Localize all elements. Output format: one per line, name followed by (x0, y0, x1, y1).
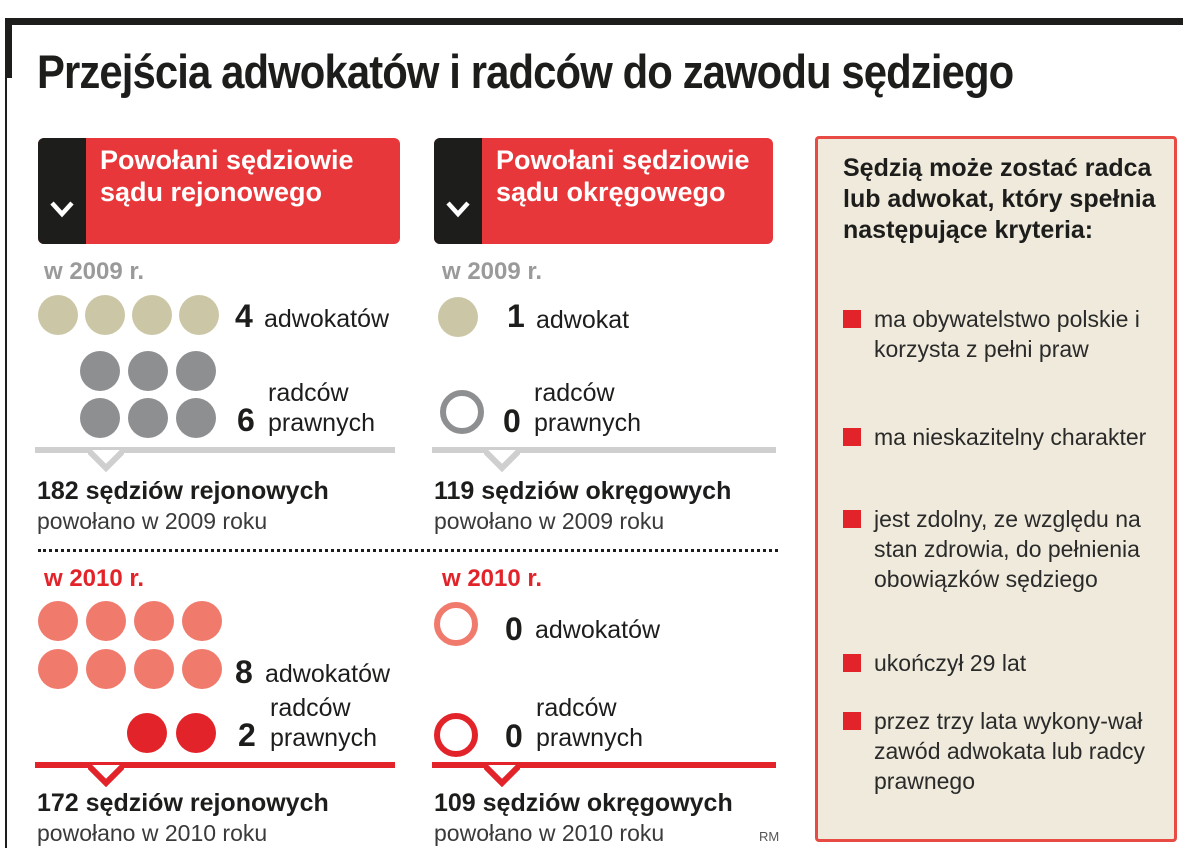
page-title: Przejścia adwokatów i radców do zawodu sędziego (37, 45, 1014, 98)
adwokat-dot (132, 295, 172, 335)
adwokat-dot (85, 295, 125, 335)
year-label-rejonowy-2010: w 2010 r. (44, 565, 145, 592)
label-adwokaci: adwokatów (535, 616, 661, 644)
bullet-square-icon (843, 654, 861, 672)
radca-dot (176, 398, 216, 438)
divider-notch (484, 450, 520, 472)
count-radcy-okregowy-2009: 0 (503, 403, 521, 439)
count-adwokaci-okregowy-2010: 0 (505, 611, 523, 647)
total-sub-rejonowy-2010: powołano w 2010 roku (37, 820, 268, 846)
radca-dot (127, 713, 167, 753)
bullet-square-icon (843, 712, 861, 730)
adwokat-dot (38, 649, 78, 689)
year-label-okregowy-2010: w 2010 r. (442, 565, 543, 592)
radca-dot (176, 351, 216, 391)
year-label-okregowy-2009: w 2009 r. (442, 258, 543, 285)
radca-dot (128, 351, 168, 391)
radca-dot (176, 713, 216, 753)
divider-notch (88, 765, 124, 787)
radca-dot (128, 398, 168, 438)
total-sub-okregowy-2009: powołano w 2009 roku (434, 508, 665, 534)
adwokat-dot (179, 295, 219, 335)
frame-left-thin-rule (5, 78, 7, 848)
empty-ring (440, 390, 484, 434)
total-okregowy-2010: 109 sędziów okręgowych (434, 789, 733, 817)
header-okregowy-text: Powołani sędziowie sądu okręgowego (496, 145, 750, 207)
frame-left-rule (5, 18, 12, 78)
adwokat-dot (182, 649, 222, 689)
divider-notch (88, 450, 124, 472)
adwokat-dot (134, 601, 174, 641)
criteria-text: jest zdolny, ze względu na stan zdrowia, do pełnienia obowiązków sędziego (874, 506, 1141, 592)
criteria-text: przez trzy lata wykony-wał zawód adwokata lub radcy prawnego (874, 708, 1146, 794)
adwokat-dot (438, 297, 478, 337)
total-sub-okregowy-2010: powołano w 2010 roku (434, 820, 665, 846)
label-prawnych: prawnych (268, 409, 375, 437)
total-okregowy-2009: 119 sędziów okręgowych (434, 477, 732, 505)
radca-dot (80, 398, 120, 438)
chevron-down-icon (446, 200, 470, 218)
count-radcy-rejonowy-2009: 6 (237, 402, 255, 438)
header-rejonowy-text: Powołani sędziowie sądu rejonowego (100, 145, 354, 207)
header-okregowy (434, 138, 773, 244)
adwokat-dot (86, 601, 126, 641)
empty-ring (434, 602, 478, 646)
header-dark-strip (38, 138, 86, 244)
count-radcy-rejonowy-2010: 2 (238, 717, 256, 753)
label-adwokaci: adwokatów (265, 660, 391, 688)
radca-dot (80, 351, 120, 391)
header-rejonowy (38, 138, 400, 244)
label-radcow: radców (536, 694, 617, 722)
author-credit: RM (759, 829, 780, 844)
chevron-down-icon (50, 200, 74, 218)
dotted-separator (38, 549, 778, 552)
label-radcow: radców (534, 379, 615, 407)
adwokat-dot (38, 295, 78, 335)
label-radcow: radców (270, 694, 351, 722)
label-prawnych: prawnych (270, 724, 377, 752)
bullet-square-icon (843, 428, 861, 446)
adwokat-dot (38, 601, 78, 641)
adwokat-dot (182, 601, 222, 641)
count-adwokaci-okregowy-2009: 1 (507, 298, 525, 334)
label-prawnych: prawnych (536, 724, 643, 752)
label-adwokaci: adwokatów (264, 305, 390, 333)
adwokat-dot (86, 649, 126, 689)
frame-top-rule (5, 18, 1183, 25)
empty-ring (434, 713, 478, 757)
label-radcow: radców (268, 379, 349, 407)
total-rejonowy-2009: 182 sędziów rejonowych (37, 477, 329, 505)
count-radcy-okregowy-2010: 0 (505, 718, 523, 754)
criteria-text: ukończył 29 lat (874, 650, 1027, 676)
bullet-square-icon (843, 510, 861, 528)
count-adwokaci-rejonowy-2010: 8 (235, 654, 253, 690)
criteria-heading: Sędzią może zostać radca lub adwokat, który spełnia następujące kryteria: (843, 154, 1156, 244)
bullet-square-icon (843, 310, 861, 328)
count-adwokaci-rejonowy-2009: 4 (235, 298, 253, 334)
criteria-text: ma obywatelstwo polskie i korzysta z pełni praw (874, 306, 1140, 362)
label-prawnych: prawnych (534, 409, 641, 437)
year-label-rejonowy-2009: w 2009 r. (44, 258, 145, 285)
divider-notch (484, 765, 520, 787)
criteria-text: ma nieskazitelny charakter (874, 424, 1147, 450)
total-sub-rejonowy-2009: powołano w 2009 roku (37, 508, 268, 534)
adwokat-dot (134, 649, 174, 689)
total-rejonowy-2010: 172 sędziów rejonowych (37, 789, 329, 817)
label-adwokat: adwokat (536, 306, 630, 334)
header-dark-strip (434, 138, 482, 244)
